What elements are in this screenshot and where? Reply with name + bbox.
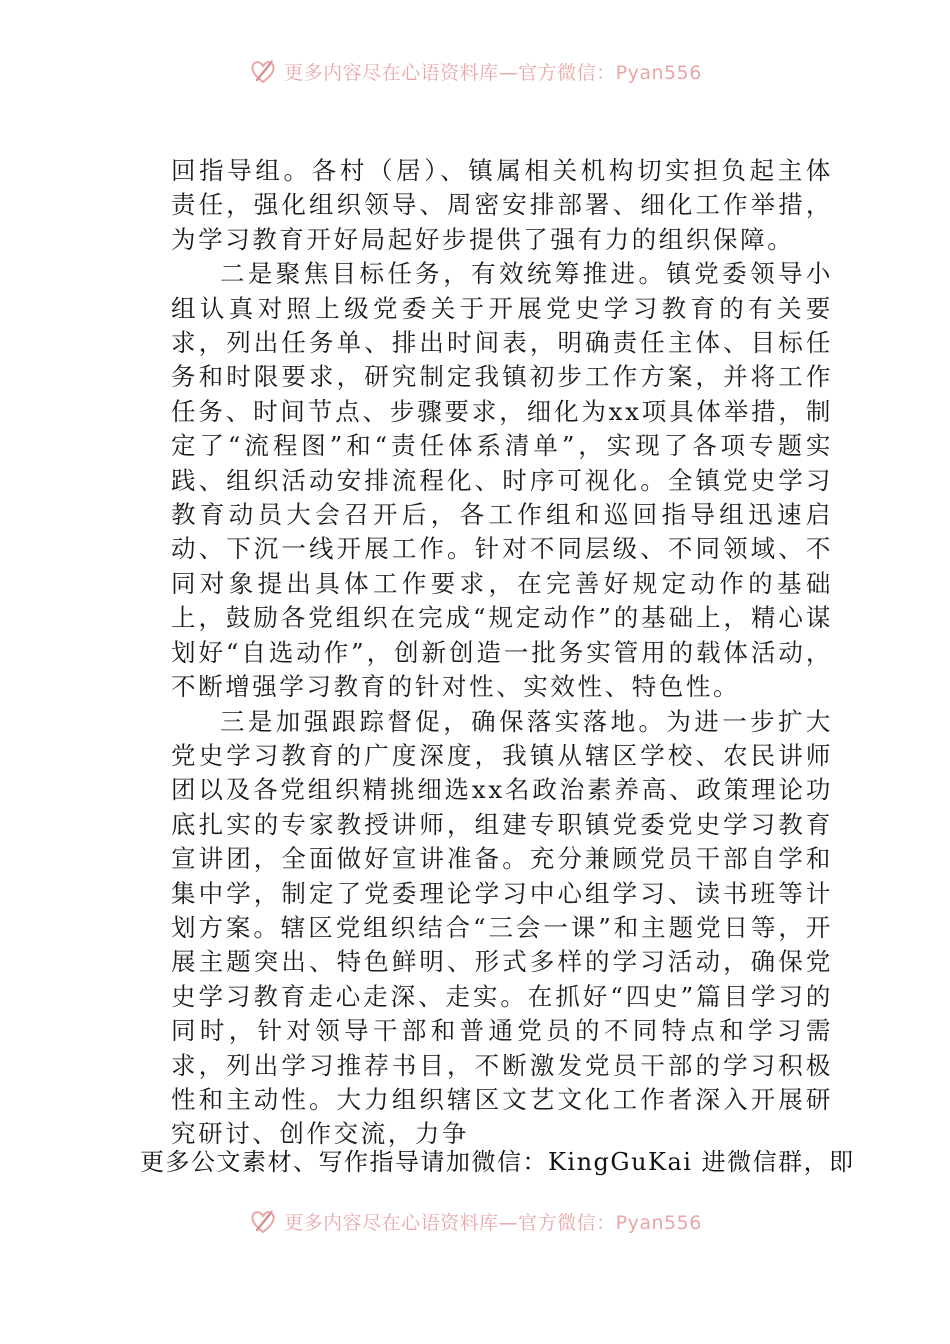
document-body [171,154,833,1152]
paragraph-3: 三是加强跟踪督促，确保落实落地。为进一步扩大党史学习教育的广度深度，我镇从辖区学校、农民讲师团以及各党组织精挑细选xx名政治素养高、政策理论功底扎实的专家教授讲师，组建专职镇党委党史学习教育宣讲团，全面做好宣讲准备。充分兼顾党员干部自学和集中学，制定了党委理论学习中心组学习、读书班等计划方案。辖区党组织结合“三会一课”和主题党日等，开展主题突出、特色鲜明、形式多样的学习活动，确保党史学习教育走心走深、走实。在抓好“四史”篇目学习的同时，针对领导干部和普通党员的不同特点和学习需求，列出学习推荐书目，不断激发党员干部的学习积极性和主动性。大力组织辖区文艺文化工作者深入开展研究研讨、创作交流，力争 [171,706,833,1149]
footer-watermark [0,1206,950,1236]
heart-pen-logo-icon [248,1206,278,1236]
watermark-text: 更多内容尽在心语资料库—官方微信：Pyan556 [284,1211,702,1234]
footer-note: 更多公文素材、写作指导请加微信：KingGuKai 进微信群，即 [140,1148,855,1176]
paragraph-2: 二是聚焦目标任务，有效统筹推进。镇党委领导小组认真对照上级党委关于开展党史学习教育的有关要求，列出任务单、排出时间表，明确责任主体、目标任务和时限要求，研究制定我镇初步工作方案，并将工作任务、时间节点、步骤要求，细化为xx项具体举措，制定了“流程图”和“责任体系清单”，实现了各项专题实践、组织活动安排流程化、时序可视化。全镇党史学习教育动员大会召开后，各工作组和巡回指导组迅速启动、下沉一线开展工作。针对不同层级、不同领域、不同对象提出具体工作要求，在完善好规定动作的基础上，鼓励各党组织在完成“规定动作”的基础上，精心谋划好“自选动作”，创新创造一批务实管用的载体活动，不断增强学习教育的针对性、实效性、特色性。 [171,259,833,702]
paragraph-1: 回指导组。各村（居）、镇属相关机构切实担负起主体责任，强化组织领导、周密安排部署、细化工作举措，为学习教育开好局起好步提供了强有力的组织保障。 [171,156,833,254]
watermark-text: 更多内容尽在心语资料库—官方微信：Pyan556 [284,61,702,84]
header-watermark [0,56,950,86]
heart-pen-logo-icon [248,56,278,86]
